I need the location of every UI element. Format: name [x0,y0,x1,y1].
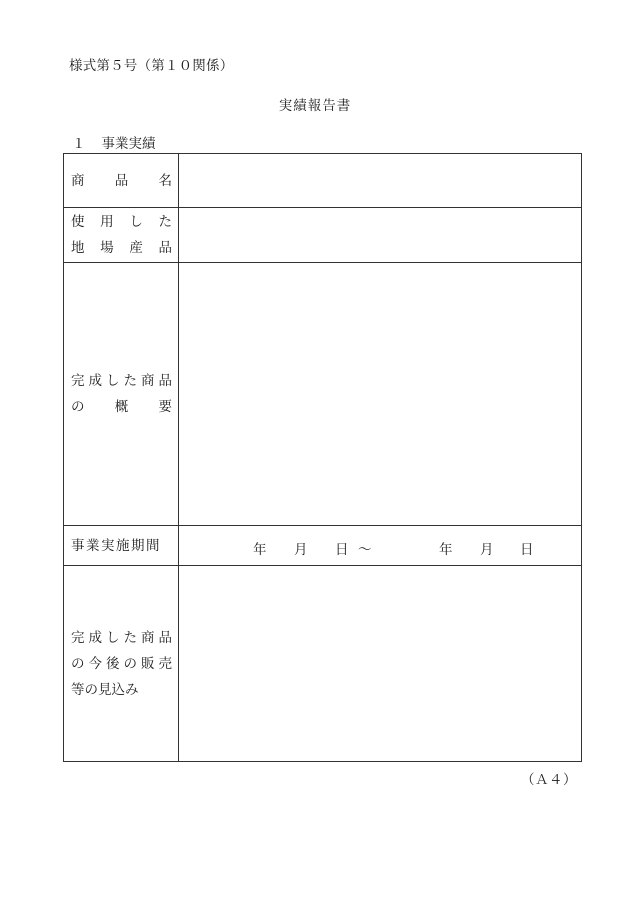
start-year-unit: 年 [253,542,267,558]
label-char: の [71,399,85,415]
label-char: 商 [71,172,85,189]
label-char: 今 [88,655,102,672]
label-char: 商 [141,373,155,389]
label-period [64,526,179,566]
label-product-overview [64,263,179,526]
label-char: 販 [141,655,155,672]
label-char: 売 [158,655,172,672]
row-product-name [64,154,582,208]
label-char: 要 [158,399,172,415]
label-product-name [64,154,179,208]
period-tilde: ～ [358,542,372,558]
label-char: た [158,214,172,230]
row-period [64,526,582,566]
start-day-unit: 日 [335,542,349,558]
document-title: 実績報告書 [278,98,352,114]
section-title: 事業実績 [101,136,156,152]
label-char: し [106,373,120,389]
label-char: 後 [106,655,120,672]
label-char: た [123,373,137,389]
label-char: 使 [71,214,85,230]
label-char: し [129,214,143,230]
label-char: 完 [71,629,85,646]
label-char: 品 [158,373,172,389]
label-char: 品 [114,172,129,189]
field-product-overview[interactable] [179,263,582,526]
label-char: 地 [71,240,85,256]
label-char: 品 [158,240,172,256]
section-heading [72,132,156,152]
label-char: 完 [71,373,85,389]
label-char: 成 [88,629,102,646]
row-product-overview [64,263,582,526]
end-year-unit: 年 [439,542,453,558]
label-outlook [64,566,179,762]
end-day-unit: 日 [520,542,534,558]
label-char: の [71,655,85,672]
label-char: 成 [88,373,102,389]
report-table [63,153,582,762]
label-char: 品 [158,629,172,646]
field-product-name[interactable] [179,154,582,208]
label-char: た [123,629,137,646]
form-number: 様式第５号（第１０関係） [69,58,234,74]
label-line-text: 等の見込み [71,681,139,698]
field-period[interactable] [179,526,582,566]
end-month-unit: 月 [480,542,494,558]
label-char: 名 [158,172,172,189]
label-char: 産 [129,240,143,256]
label-char: 商 [141,629,155,646]
label-local-products [64,208,179,263]
paper-size-note: （Ａ４） [521,772,577,788]
row-outlook [64,566,582,762]
label-char: し [106,629,120,646]
section-number: １ [72,136,86,152]
field-outlook[interactable] [179,566,582,762]
label-char: の [123,655,137,672]
row-local-products [64,208,582,263]
label-char: 概 [114,399,129,415]
start-month-unit: 月 [294,542,308,558]
field-local-products[interactable] [179,208,582,263]
label-char: 場 [100,240,114,256]
label-char: 用 [100,214,114,230]
period-label-text: 事業実施期間 [71,537,161,554]
